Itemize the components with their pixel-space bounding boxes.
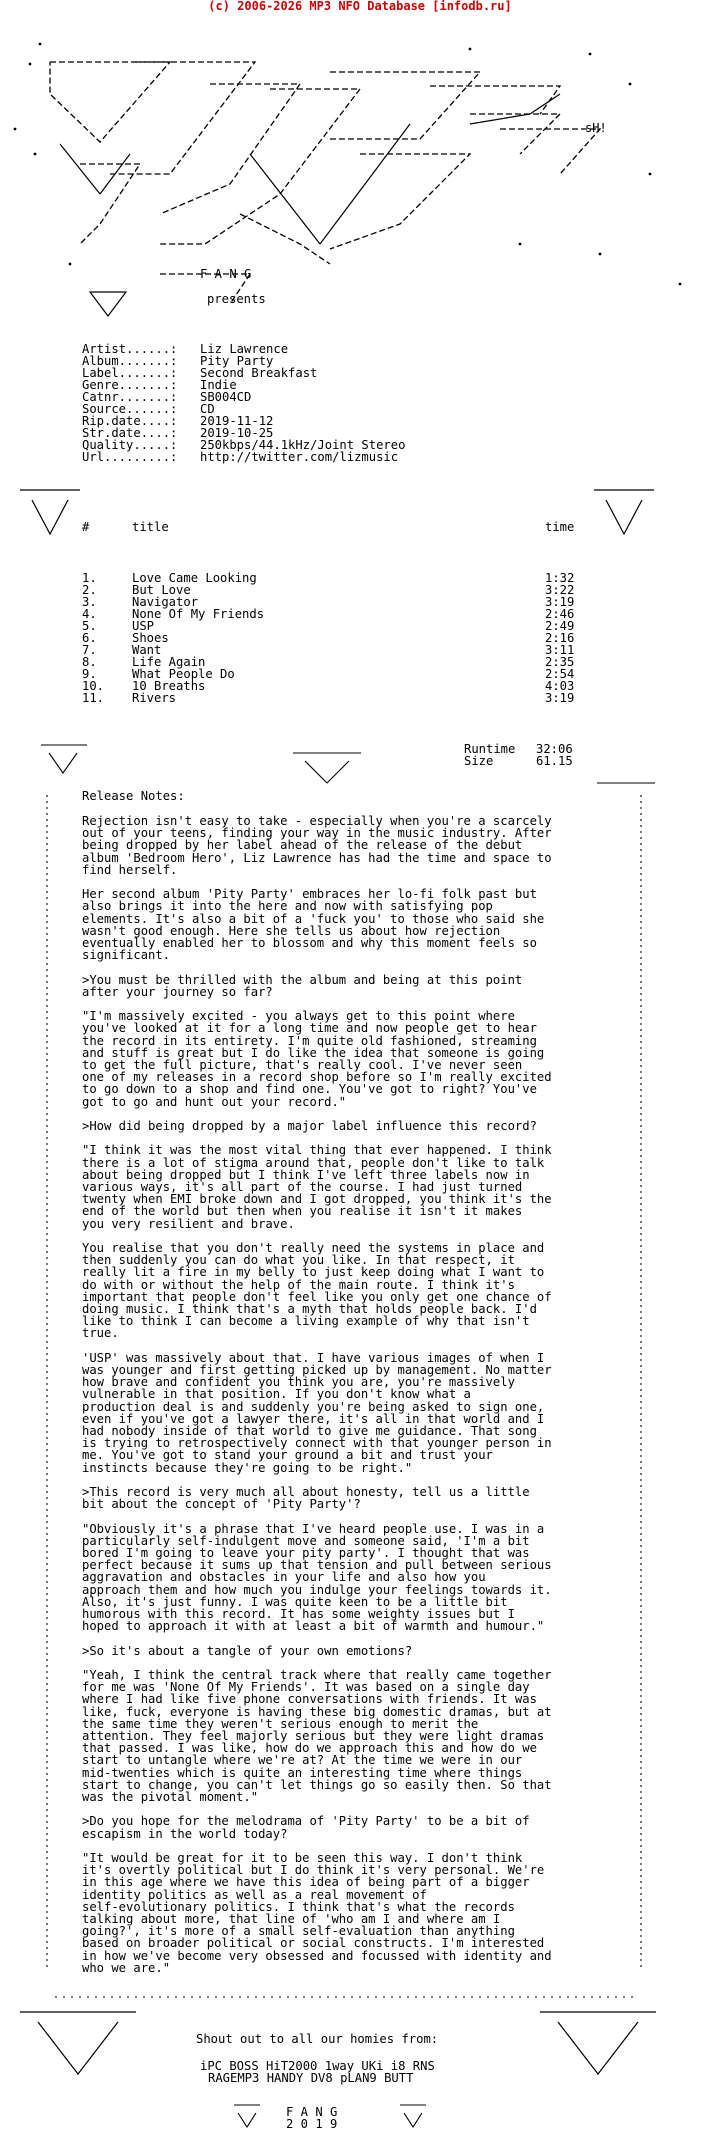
info-artist-label: Artist......: (82, 342, 178, 356)
track-time: 4:03 (545, 679, 575, 693)
left-small-triangle (88, 290, 128, 320)
release-notes-line: self-evolutionary politics. I think that's what the records (82, 1899, 515, 1914)
info-ripdate-label: Rip.date....: (82, 414, 178, 428)
release-notes-line: aggravation and obstacles in your life and also how you (82, 1570, 486, 1585)
release-notes-line: out of your teens, finding your way in the music industry. After (82, 826, 552, 841)
release-notes-line: talking about more, that line of 'who am I and where am I (82, 1912, 501, 1926)
release-notes-line: true. (82, 1326, 119, 1341)
release-notes-line: significant. (82, 948, 171, 963)
release-notes-line: end of the world but then when you realise it isn't it makes (82, 1204, 523, 1219)
track-title: 10 Breaths (132, 679, 206, 693)
info-genre-value: Indie (200, 378, 237, 392)
release-notes-line: it's overtly political but I do think it's very personal. We're (82, 1863, 545, 1878)
info-quality-label: Quality.....: (82, 438, 178, 452)
tracklist-header-time: time (545, 520, 575, 534)
release-notes-line: "I'm massively excited - you always get to this point where (82, 1009, 515, 1024)
runtime-value: 32:06 (536, 742, 573, 756)
track-num: 5. (82, 619, 97, 633)
release-notes-heading: Release Notes: (82, 789, 185, 803)
release-notes-line: you very resilient and brave. (82, 1216, 295, 1231)
release-notes-line: humorous with this record. It has some weighty issues but I (82, 1607, 515, 1621)
release-notes-line: got to go and hunt out your record." (82, 1094, 347, 1109)
release-notes-line: >How did being dropped by a major label influence this record? (82, 1119, 537, 1133)
tracklist-right-triangle (592, 488, 656, 538)
release-notes-line: vulnerable in that position. If you don't know what a (82, 1387, 471, 1402)
release-notes-line: in how we've become very obsessed and focussed with identity and (82, 1948, 552, 1963)
release-notes-line: after your journey so far? (82, 984, 273, 999)
track-time: 3:19 (545, 691, 575, 705)
track-title: Want (132, 643, 162, 657)
track-num: 3. (82, 595, 97, 609)
release-notes-line: You realise that you don't really need the systems in place and (82, 1241, 545, 1255)
release-notes-line: identity politics as well as a real movement of (82, 1887, 427, 1902)
release-notes-line: to get the full picture, that's really cool. I've never seen (82, 1058, 523, 1072)
release-notes-line: about being dropped but I think I've left three labels now in (82, 1167, 530, 1182)
release-notes-line: "Yeah, I think the central track where that really came together (82, 1668, 552, 1682)
release-notes-line: start to untangle where we're at? At the time we were in our (82, 1753, 523, 1768)
track-num: 7. (82, 643, 97, 657)
shout-out-text: Shout out to all our homies from: (196, 2032, 439, 2046)
footer-left-triangle (18, 2008, 138, 2078)
info-genre-label: Genre.......: (82, 378, 178, 392)
tracklist-header-title: title (132, 520, 169, 534)
track-time: 2:49 (545, 619, 575, 633)
release-notes-line: Her second album 'Pity Party' embraces her lo-fi folk past but (82, 887, 537, 902)
tracklist-left-triangle (18, 488, 82, 538)
release-notes-line: attention. They feel majorly serious but they were light dramas (82, 1729, 545, 1743)
release-notes-line: was younger and first getting picked up by management. No matter (82, 1363, 552, 1377)
track-title: Rivers (132, 691, 177, 705)
info-strdate-value: 2019-10-25 (200, 426, 274, 440)
track-title: But Love (132, 583, 191, 597)
release-notes-line: hoped to approach it with at least a bit of warmth and humour." (82, 1619, 545, 1634)
track-time: 3:22 (545, 583, 575, 597)
info-source-value: CD (200, 402, 215, 416)
track-title: What People Do (132, 667, 235, 681)
info-url-value[interactable]: http://twitter.com/lizmusic (200, 450, 399, 464)
release-notes-line: bit about the concept of 'Pity Party'? (82, 1497, 361, 1512)
footer-fang-left-triangle (232, 2103, 262, 2131)
release-notes-line: particularly self-indulgent move and someone said, 'I'm a bit (82, 1533, 530, 1548)
release-notes-line: then suddenly you can do what you like. In that respect, it (82, 1253, 515, 1268)
release-notes-line: even if you've got a lawyer there, it's all in that world and I (82, 1411, 545, 1426)
release-notes-line: you've looked at it for a long time and now people get to hear (82, 1021, 537, 1036)
info-ripdate-value: 2019-11-12 (200, 414, 274, 428)
track-num: 8. (82, 655, 97, 669)
release-notes-line: >So it's about a tangle of your own emotions? (82, 1643, 413, 1658)
release-notes-line: instincts because they're going to be right." (82, 1460, 413, 1475)
release-notes-line: also brings it into the here and now with satisfying pop (82, 899, 493, 914)
release-notes-line: that passed. I was like, how do we approach this and how do we (82, 1741, 537, 1756)
info-strdate-label: Str.date....: (82, 426, 178, 440)
track-num: 2. (82, 583, 97, 597)
release-notes-line: >You must be thrilled with the album and being at this point (82, 972, 523, 987)
info-artist-value: Liz Lawrence (200, 342, 289, 356)
release-notes-line: is trying to retrospectively connect with that younger person in (82, 1436, 552, 1451)
release-notes-line: going?', it's more of a small self-evaluation than anything (82, 1924, 515, 1939)
release-notes-line: mid-twenties which is quite an interesting time where things (82, 1765, 523, 1780)
release-notes-line: there is a lot of stigma around that, people don't like to talk (82, 1155, 545, 1170)
track-title: USP (132, 619, 155, 633)
release-notes-line: >Do you hope for the melodrama of 'Pity Party' to be a bit of (82, 1814, 530, 1829)
release-notes-line: how brave and confident you think you are, you're massively (82, 1375, 515, 1390)
release-notes-line: Rejection isn't easy to take - especially when you're a scarcely (82, 814, 552, 828)
track-time: 3:11 (545, 643, 575, 657)
track-title: Life Again (132, 655, 206, 669)
copyright-banner: (c) 2006-2026 MP3 NFO Database [infodb.ru] (208, 0, 512, 13)
track-title: None Of My Friends (132, 607, 265, 621)
release-notes-line: doing music. I think that's a myth that holds people back. I'd (82, 1302, 537, 1316)
footer-fang: F A N G (286, 2105, 338, 2119)
info-album-value: Pity Party (200, 354, 274, 368)
release-notes-line: to go down to a shop and find one. You've got to right? You've (82, 1082, 537, 1097)
release-notes-line: eventually enabled her to blossom and why this moment feels so (82, 936, 537, 950)
footer-right-triangle (538, 2008, 658, 2078)
release-notes-line: production deal is and suddenly you're being asked to sign one, (82, 1399, 545, 1414)
release-notes-line: "Obviously it's a phrase that I've heard people use. I was in a (82, 1521, 545, 1536)
release-notes-line: twenty when EMI broke down and I got dropped, you think it's the (82, 1192, 552, 1207)
track-num: 6. (82, 631, 97, 645)
release-notes-line: like, fuck, everyone is having these big domestic dramas, but at (82, 1704, 552, 1719)
track-time: 2:16 (545, 631, 575, 645)
release-notes-line: being dropped by her label ahead of the release of the debut (82, 838, 523, 853)
release-notes-line: important that people don't feel like you only get one chance of (82, 1289, 552, 1304)
groups-line-1: iPC BOSS HiT2000 1way UKi i8 RNS (200, 2059, 435, 2073)
footer-year: 2 0 1 9 (286, 2117, 338, 2131)
runtime-label: Runtime (464, 742, 516, 756)
track-num: 1. (82, 571, 97, 585)
release-notes-line: me. You've got to stand your ground a bit and trust your (82, 1448, 493, 1463)
release-notes-line: album 'Bedroom Hero', Liz Lawrence has had the time and space to (82, 850, 552, 865)
release-notes-line: "It would be great for it to be seen this way. I don't think (82, 1851, 523, 1865)
track-num: 10. (82, 679, 105, 693)
release-notes-line: wasn't good enough. Here she tells us about how rejection (82, 923, 501, 938)
track-num: 9. (82, 667, 97, 681)
release-notes-line: really lit a fire in my belly to just keep doing what I want to (82, 1265, 545, 1280)
track-time: 1:32 (545, 571, 575, 585)
release-notes-line: bored I'm going to leave your pity party'. I thought that was (82, 1546, 530, 1560)
track-num: 11. (82, 691, 105, 705)
release-notes-line: perfect because it sums up that tension and pull between serious (82, 1558, 552, 1573)
release-notes-line: >This record is very much all about honesty, tell us a little (82, 1485, 530, 1499)
size-value: 61.15 (536, 754, 573, 768)
release-notes-line: approach them and how much you indulge your feelings towards it. (82, 1582, 552, 1597)
release-notes-line: do with or without the help of the main route. I think it's (82, 1277, 515, 1292)
track-num: 4. (82, 607, 97, 621)
release-notes-line: in this age where we have this idea of being part of a bigger (82, 1875, 530, 1890)
footer-fang-right-triangle (398, 2103, 428, 2131)
info-catnr-value: SB004CD (200, 390, 252, 404)
release-notes-line: and stuff is great but I do like the idea that someone is going (82, 1045, 545, 1060)
track-time: 2:54 (545, 667, 575, 681)
release-notes-line: was the pivotal moment." (82, 1790, 259, 1804)
release-notes-line: like to think I can become a living example of why that isn't (82, 1314, 530, 1329)
tracklist-header-num: # (82, 520, 90, 534)
release-notes-line: one of my releases in a record shop before so I'm really excited (82, 1070, 552, 1085)
release-notes-line: escapism in the world today? (82, 1826, 288, 1841)
release-notes-line: the record in its entirety. I'm quite old fashioned, streaming (82, 1033, 537, 1048)
release-notes-line: Also, it's just funny. I was quite keen to be a little bit (82, 1594, 508, 1609)
info-catnr-label: Catnr.......: (82, 390, 178, 404)
info-quality-value: 250kbps/44.1kHz/Joint Stereo (200, 438, 406, 452)
release-notes-line: had nobody inside of that world to give me guidance. That song (82, 1424, 537, 1438)
release-notes-line: "I think it was the most vital thing that ever happened. I think (82, 1143, 552, 1158)
track-time: 2:35 (545, 655, 575, 669)
group-name: F A N G (200, 267, 252, 281)
size-label: Size (464, 754, 494, 768)
release-notes-line: the same time they weren't serious enough to merit the (82, 1716, 479, 1731)
release-notes-line: where I had like five phone conversations with friends. It was (82, 1692, 537, 1707)
info-album-label: Album.......: (82, 354, 178, 368)
groups-line-2: RAGEMP3 HANDY DV8 pLAN9 BUTT (208, 2071, 414, 2085)
presents-text: presents (207, 292, 266, 306)
info-label-label: Label.......: (82, 366, 178, 380)
release-notes-line: for me was 'None Of My Friends'. It was based on a single day (82, 1680, 530, 1695)
release-notes-line: based on broader political or social constructs. I'm interested (82, 1936, 545, 1951)
release-notes-line: start to change, you can't let things go so easily then. So that (82, 1777, 552, 1792)
track-title: Navigator (132, 595, 199, 609)
release-notes-line: who we are." (82, 1960, 171, 1975)
track-time: 2:46 (545, 607, 575, 621)
release-notes-line: elements. It's also a bit of a 'fuck you' to those who said she (82, 911, 545, 926)
track-time: 3:19 (545, 595, 575, 609)
group-tag: sH! (585, 121, 607, 135)
track-title: Love Came Looking (132, 571, 257, 585)
release-notes-line: find herself. (82, 862, 178, 877)
release-notes-line: various ways, it's all part of the course. I had just turned (82, 1180, 523, 1194)
info-source-label: Source......: (82, 402, 178, 416)
track-title: Shoes (132, 631, 169, 645)
info-label-value: Second Breakfast (200, 366, 318, 380)
info-url-label: Url.........: (82, 450, 178, 464)
release-notes-line: 'USP' was massively about that. I have various images of when I (82, 1350, 545, 1365)
